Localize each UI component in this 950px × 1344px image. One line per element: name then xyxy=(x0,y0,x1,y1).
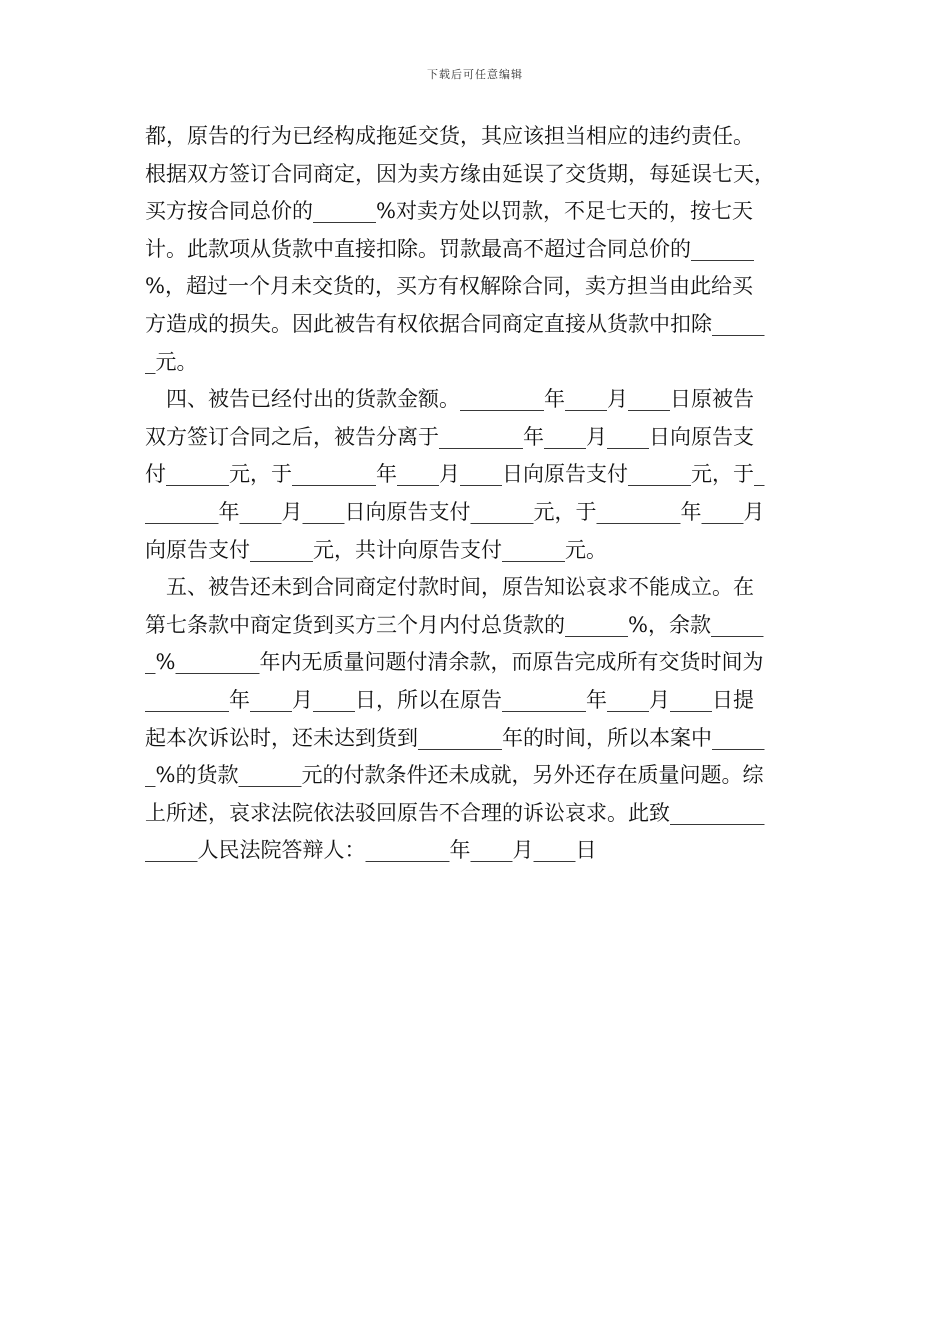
text-line: _______年____月____日向原告支付______元，于________年____月 xyxy=(145,499,765,524)
text-line: ________年____月____日，所以在原告________年____月____日提 xyxy=(145,687,754,712)
text-line: 付______元，于________年____月____日向原告支付______元，于_ xyxy=(145,462,765,487)
text-line: 方造成的损失。因此被告有权依据合同商定直接从货款中扣除_____ xyxy=(145,311,765,336)
text-line: 双方签订合同之后，被告分离于________年____月____日向原告支 xyxy=(145,424,754,449)
text-line: 第七条款中商定货到买方三个月内付总货款的______%，余款_____ xyxy=(145,612,764,637)
text-line: 五、被告还未到合同商定付款时间，原告知讼哀求不能成立。在 xyxy=(145,575,754,600)
page-header: 下载后可任意编辑 xyxy=(427,68,523,81)
text-line: _____人民法院答辩人：________年____月____日 xyxy=(145,838,597,863)
text-line: 计。此款项从货款中直接扣除。罚款最高不超过合同总价的______ xyxy=(145,236,754,261)
text-line: 起本次诉讼时，还未达到货到________年的时间，所以本案中_____ xyxy=(145,725,765,750)
text-line: 向原告支付______元，共计向原告支付______元。 xyxy=(145,537,607,562)
text-line: _%的货款______元的付款条件还未成就，另外还存在质量问题。综 xyxy=(145,763,764,788)
text-line: _%________年内无质量问题付清余款，而原告完成所有交货时间为 xyxy=(145,650,764,675)
document-body xyxy=(145,118,810,870)
text-line: %，超过一个月未交货的，买方有权解除合同，卖方担当由此给买 xyxy=(145,274,753,299)
text-line: 上所述，哀求法院依法驳回原告不合理的诉讼哀求。此致_________ xyxy=(145,800,765,825)
text-line: 买方按合同总价的______%对卖方处以罚款，不足七天的，按七天 xyxy=(145,199,753,224)
text-line: 四、被告已经付出的货款金额。________年____月____日原被告 xyxy=(145,387,754,412)
text-line: 根据双方签订合同商定，因为卖方缘由延误了交货期，每延误七天， xyxy=(145,161,775,186)
text-line: 都，原告的行为已经构成拖延交货，其应该担当相应的违约责任。 xyxy=(145,124,754,148)
text-line: _元。 xyxy=(145,349,198,374)
